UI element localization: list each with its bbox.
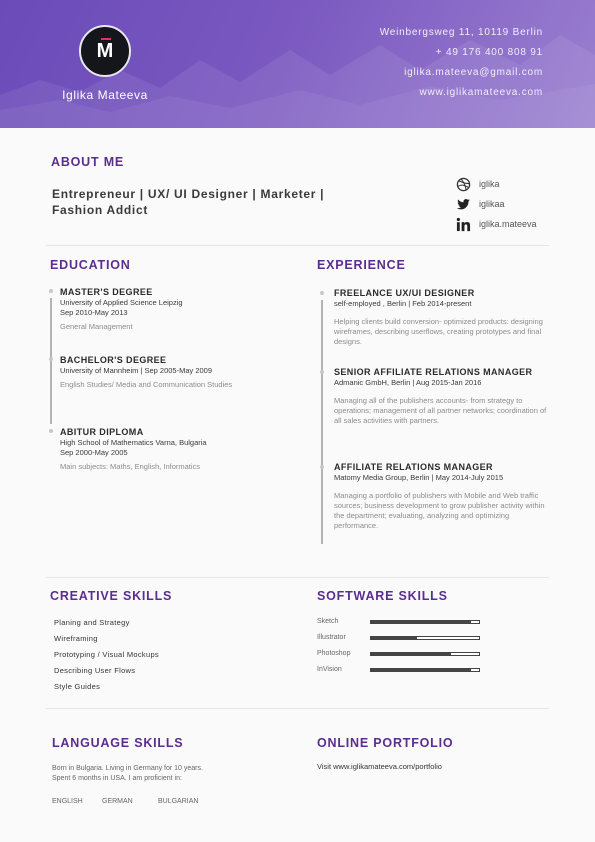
logo-letter: M — [96, 40, 114, 62]
tagline-line: Entrepreneur | UX/ UI Designer | Marketer | — [52, 187, 325, 201]
skill-bar-fill — [371, 669, 471, 671]
language-item: ENGLISH — [52, 798, 83, 805]
language-description: Spent 6 months in USA. I am proficient in: — [52, 775, 182, 782]
twitter-icon — [456, 197, 471, 212]
role: FREELANCE UX/UI DESIGNER — [334, 288, 475, 298]
skill-bar — [370, 636, 480, 640]
timeline-line — [321, 300, 323, 544]
address: Weinbergsweg 11, 10119 Berlin — [379, 27, 543, 38]
detail: Main subjects: Maths, English, Informatics — [60, 462, 201, 471]
creative-skill: Style Guides — [54, 682, 101, 691]
language-item: BULGARIAN — [158, 798, 199, 805]
education-item — [60, 354, 250, 390]
language-skills-title: LANGUAGE SKILLS — [52, 736, 184, 750]
timeline-bullet — [49, 289, 53, 293]
creative-skill: Wireframing — [54, 634, 98, 643]
logo — [79, 25, 131, 77]
skill-bar-fill — [371, 637, 417, 639]
detail: Managing a portfolio of publishers with Mobile and Web traffic sources; business development to grow publisher activity within the department; evaluating, analyzing and optimizing performance. — [334, 491, 545, 530]
phone[interactable]: + 49 176 400 808 91 — [435, 47, 543, 58]
school: University of Applied Science Leipzig — [60, 298, 183, 307]
skill-bar — [370, 620, 480, 624]
skill-bar — [370, 652, 480, 656]
creative-skill: Planing and Strategy — [54, 618, 130, 627]
software-name: Sketch — [317, 618, 339, 625]
divider — [46, 577, 549, 578]
timeline-bullet — [49, 429, 53, 433]
linkedin-icon — [456, 217, 471, 232]
divider — [46, 708, 549, 709]
education-title: EDUCATION — [50, 258, 131, 272]
dates: Sep 2000-May 2005 — [60, 448, 128, 457]
experience-item — [334, 366, 550, 426]
software-name: Illustrator — [317, 634, 346, 641]
skill-bar-fill — [371, 653, 451, 655]
timeline-bullet — [49, 357, 53, 361]
software-name: InVision — [317, 666, 342, 673]
role: SENIOR AFFILIATE RELATIONS MANAGER — [334, 367, 533, 377]
detail: Managing all of the publishers accounts- from strategy to operations; management of all partner networks; coordination of all sales activities with partners. — [334, 396, 547, 425]
social-handle: iglika — [479, 179, 500, 189]
education-item — [60, 286, 280, 332]
timeline-bullet — [320, 291, 324, 295]
degree: ABITUR DIPLOMA — [60, 427, 144, 437]
creative-skills-title: CREATIVE SKILLS — [50, 589, 173, 603]
person-name: Iglika Mateeva — [62, 88, 148, 102]
portfolio-title: ONLINE PORTFOLIO — [317, 736, 454, 750]
language-item: GERMAN — [102, 798, 133, 805]
detail: English Studies/ Media and Communication Studies — [60, 380, 233, 389]
company: Admanic GmbH, Berlin | Aug 2015-Jan 2016 — [334, 378, 482, 387]
company: Matomy Media Group, Berlin | May 2014-July 2015 — [334, 473, 504, 482]
detail: Helping clients build conversion- optimized products: designing wireframes, describing userflows, creating prototypes and final designs. — [334, 317, 543, 346]
contact-info — [380, 26, 543, 106]
tagline-line: Fashion Addict — [52, 203, 149, 217]
detail: General Management — [60, 322, 133, 331]
social-handle: iglikaa — [479, 199, 505, 209]
experience-title: EXPERIENCE — [317, 258, 406, 272]
education-item — [60, 426, 280, 472]
company: self-employed , Berlin | Feb 2014-present — [334, 299, 472, 308]
experience-item — [334, 461, 550, 531]
software-name: Photoshop — [317, 650, 351, 657]
dribbble-icon — [456, 177, 471, 192]
about-title: ABOUT ME — [51, 155, 125, 169]
social-handle: iglika.mateeva — [479, 219, 537, 229]
timeline-line — [50, 298, 52, 424]
dates: Sep 2010-May 2013 — [60, 308, 128, 317]
degree: BACHELOR'S DEGREE — [60, 355, 167, 365]
divider — [46, 245, 549, 246]
timeline-bullet — [320, 370, 324, 374]
header-banner — [0, 0, 595, 128]
experience-item — [334, 287, 550, 347]
creative-skill: Prototyping / Visual Mockups — [54, 650, 159, 659]
timeline-bullet — [320, 465, 324, 469]
creative-skill: Describing User Flows — [54, 666, 136, 675]
role: AFFILIATE RELATIONS MANAGER — [334, 462, 493, 472]
software-skills-title: SOFTWARE SKILLS — [317, 589, 448, 603]
language-description: Born in Bulgaria. Living in Germany for 10 years. — [52, 765, 203, 772]
degree: MASTER'S DEGREE — [60, 287, 153, 297]
skill-bar — [370, 668, 480, 672]
school: High School of Mathematics Varna, Bulgaria — [60, 438, 207, 447]
school: University of Mannheim | Sep 2005-May 2009 — [60, 366, 213, 375]
portfolio-link[interactable]: Visit www.iglikamateeva.com/portfolio — [317, 762, 442, 771]
skill-bar-fill — [371, 621, 471, 623]
tagline — [52, 186, 372, 218]
website[interactable]: www.iglikamateeva.com — [419, 87, 543, 98]
email[interactable]: iglika.mateeva@gmail.com — [404, 67, 543, 78]
